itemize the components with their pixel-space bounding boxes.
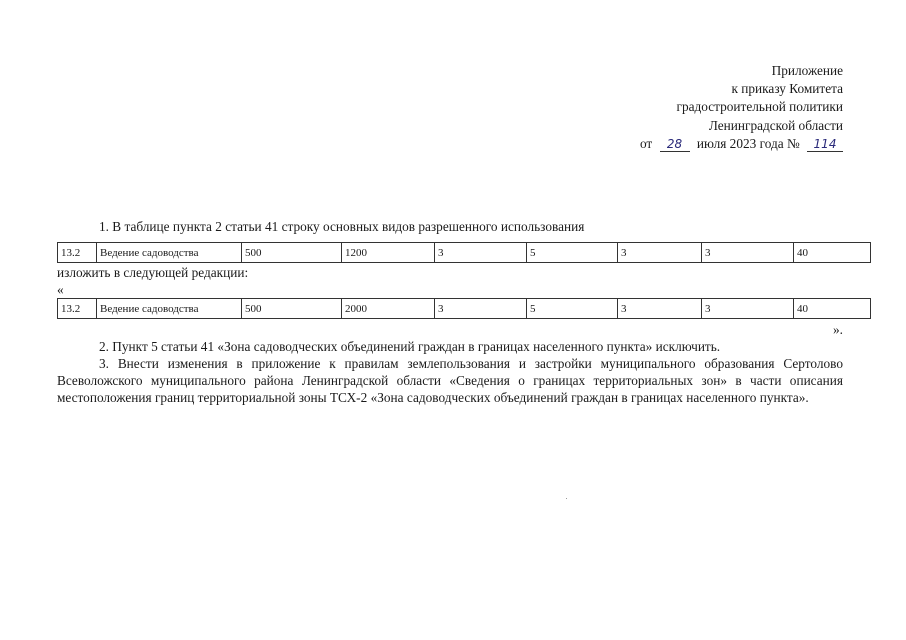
header-date-line xyxy=(523,135,843,153)
cell-value-6: 5 xyxy=(527,299,618,319)
cell-type: Ведение садоводства xyxy=(97,299,242,319)
restate-text: изложить в следующей редакции: xyxy=(57,265,249,280)
cell-type: Ведение садоводства xyxy=(97,243,242,263)
handwritten-order-number: 114 xyxy=(807,137,843,152)
cell-value-7: 3 xyxy=(618,299,702,319)
cell-value-9: 40 xyxy=(794,243,871,263)
item-1-text: 1. В таблице пункта 2 статьи 41 строку основных видов разрешенного использования xyxy=(99,219,585,234)
header-block xyxy=(523,62,843,153)
cell-value-8: 3 xyxy=(702,243,794,263)
table-row xyxy=(58,299,871,319)
cell-value-7: 3 xyxy=(618,243,702,263)
date-prefix: от xyxy=(639,135,653,151)
header-line-region: Ленинградской области xyxy=(708,117,843,133)
date-middle: июля 2023 года № xyxy=(696,135,800,151)
cell-value-6: 5 xyxy=(527,243,618,263)
cell-min-area: 500 xyxy=(242,243,342,263)
header-line-order: к приказу Комитета xyxy=(731,81,843,97)
item-2-text: 2. Пункт 5 статьи 41 «Зона садоводческих объединений граждан в границах населенного пункта» исключить. xyxy=(99,339,721,354)
close-quote: ». xyxy=(833,322,843,337)
cell-code: 13.2 xyxy=(58,243,97,263)
header-line-committee: градостроительной политики xyxy=(676,99,843,115)
cell-max-area: 2000 xyxy=(342,299,435,319)
handwritten-day: 28 xyxy=(660,137,690,152)
cell-value-9: 40 xyxy=(794,299,871,319)
cell-value-5: 3 xyxy=(435,243,527,263)
scan-speck xyxy=(566,498,567,499)
header-line-appendix: Приложение xyxy=(771,63,843,78)
cell-min-area: 500 xyxy=(242,299,342,319)
item-3-text: 3. Внести изменения в приложение к правилам землепользования и застройки муниципального образования Сертолово Всеволожского муниципального района Ленинградской области «Сведения о границах территориальных зон» в части описания местоположения границ территориальной зоны ТСХ-2 «Зона садоводческих объединений граждан в границах населенного пункта». xyxy=(57,356,843,405)
table-new-row xyxy=(57,298,871,319)
cell-code: 13.2 xyxy=(58,299,97,319)
cell-max-area: 1200 xyxy=(342,243,435,263)
cell-value-8: 3 xyxy=(702,299,794,319)
cell-value-5: 3 xyxy=(435,299,527,319)
table-old-row xyxy=(57,242,871,263)
open-quote: « xyxy=(57,282,64,297)
table-row xyxy=(58,243,871,263)
